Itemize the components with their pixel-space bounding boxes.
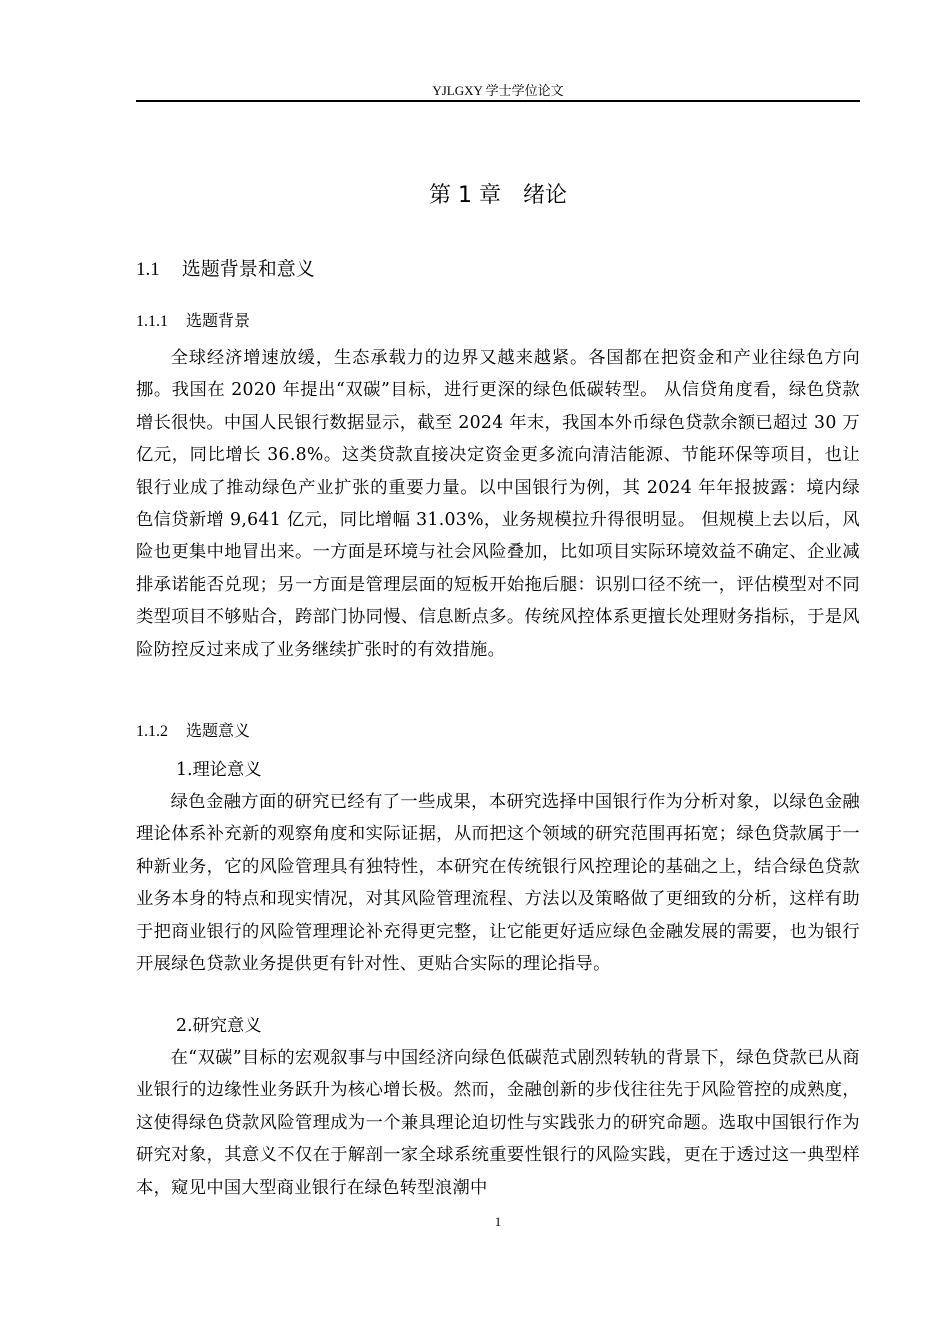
chapter-heading	[136, 178, 860, 209]
chapter-number: 第 1 章	[429, 183, 501, 208]
header-rule	[136, 100, 860, 102]
page-number: 1	[494, 1214, 502, 1229]
research-significance-label: 2.研究意义	[176, 1016, 262, 1036]
running-header: YJLGXY 学士学位论文	[432, 83, 564, 98]
section-number: 1.1	[136, 259, 160, 280]
subsection-title: 选题意义	[186, 721, 251, 740]
chapter-title: 绪论	[522, 183, 567, 208]
section-title: 选题背景和意义	[181, 258, 315, 280]
subsection-title: 选题背景	[186, 311, 251, 330]
subsection-heading-1-1-2	[136, 718, 250, 741]
subsection-heading-1-1-1	[136, 308, 250, 331]
subsection-number: 1.1.1	[136, 313, 168, 330]
theory-significance-paragraph: 绿色金融方面的研究已经有了一些成果，本研究选择中国银行作为分析对象，以绿色金融理论体系补充新的观察角度和实际证据，从而把这个领域的研究范围再拓宽；绿色贷款属于一种新业务，它的风险管理具有独特性，本研究在传统银行风控理论的基础之上，结合绿色贷款业务本身的特点和现实情况，对其风险管理流程、方法以及策略做了更细致的分析，这样有助于把商业银行的风险管理理论补充得更完整，让它能更好适应绿色金融发展的需要，也为银行开展绿色贷款业务提供更有针对性、更贴合实际的理论指导。	[136, 792, 860, 975]
research-significance-paragraph: 在“双碳”目标的宏观叙事与中国经济向绿色低碳范式剧烈转轨的背景下，绿色贷款已从商业银行的边缘性业务跃升为核心增长极。然而，金融创新的步伐往往先于风险管控的成熟度，这使得绿色贷款风险管理成为一个兼具理论迫切性与实践张力的研究命题。选取中国银行作为研究对象，其意义不仅在于解剖一家全球系统重要性银行的风险实践，更在于透过这一典型样本，窥见中国大型商业银行在绿色转型浪潮中	[136, 1048, 860, 1198]
subsection-number: 1.1.2	[136, 723, 168, 740]
section-heading-1-1	[136, 254, 315, 281]
theory-significance-label: 1.理论意义	[176, 760, 262, 780]
background-paragraph: 全球经济增速放缓，生态承载力的边界又越来越紧。各国都在把资金和产业往绿色方向挪。我国在 2020 年提出“双碳”目标，进行更深的绿色低碳转型。 从信贷角度看，绿色贷款增长很快。中国人民银行数据显示，截至 2024 年末，我国本外币绿色贷款余额已超过 30 万亿元，同比增长 36.8%。这类贷款直接决定资金更多流向清洁能源、节能环保等项目，也让银行业成了推动绿色产业扩张的重要力量。以中国银行为例，其 2024 年年报披露：境内绿色信贷新增 9,641 亿元，同比增幅 31.03%，业务规模拉升得很明显。 但规模上去以后，风险也更集中地冒出来。一方面是环境与社会风险叠加，比如项目实际环境效益不确定、企业减排承诺能否兑现；另一方面是管理层面的短板开始拖后腿：识别口径不统一，评估模型对不同类型项目不够贴合，跨部门协同慢、信息断点多。传统风控体系更擅长处理财务指标，于是风险防控反过来成了业务继续扩张时的有效措施。	[136, 348, 860, 660]
